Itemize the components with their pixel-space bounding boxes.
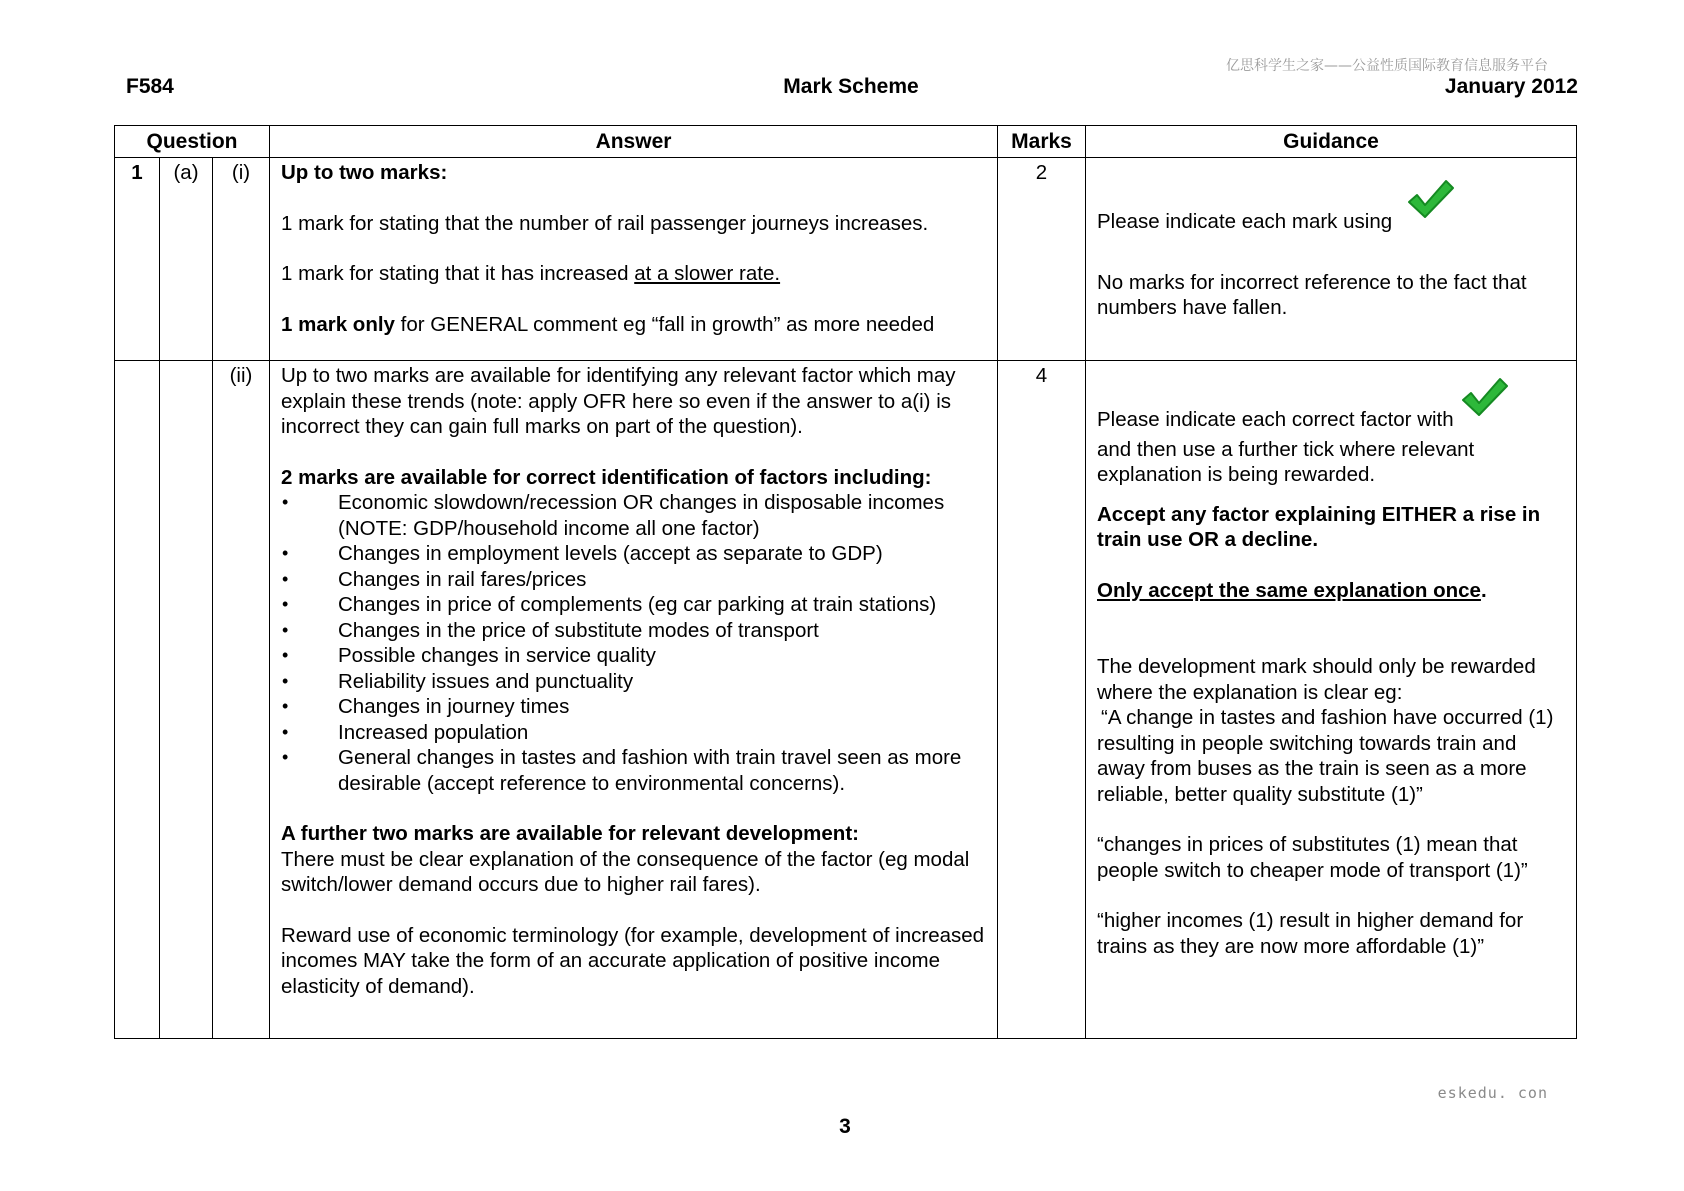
guidance-text: “higher incomes (1) result in higher demand for trains as they are now more affordable (1)” [1097,909,1524,958]
list-item: • Changes in rail fares/prices [281,567,987,593]
answer-text: Reward use of economic terminology (for example, development of increased incomes MAY take the form of an accurate application of positive income elasticity of demand). [281,923,985,998]
list-item: • Changes in journey times [281,694,987,720]
answer-text: Up to two marks are available for identifying any relevant factor which may explain these trends (note: apply OFR here so even if the answer to a(i) is incorrect they can gain full marks on part of the question). [281,364,956,438]
guidance-text: The development mark should only be rewarded where the explanation is clear eg: [1097,655,1536,704]
tick-icon [1406,178,1456,227]
guidance-text: Please indicate each mark using [1097,188,1566,237]
answer-text: 1 mark only for GENERAL comment eg “fall in growth” as more needed [281,312,935,336]
question-subpart: (i) [213,158,270,361]
tick-icon [1460,376,1510,425]
guidance-cell [1086,158,1577,361]
list-item: • Changes in price of complements (eg car parking at train stations) [281,592,987,618]
mark-scheme-table [114,125,1577,1039]
list-item: • Increased population [281,720,987,746]
table-header-row [115,126,1577,158]
table-row [115,158,1577,361]
question-part [160,361,213,1039]
guidance-text: Only accept the same explanation once. [1097,578,1487,602]
guidance-text: Please indicate each correct factor with and then use a further tick where relevant explanation is being rewarded. [1097,388,1566,488]
header-watermark: 亿思科学生之家——公益性质国际教育信息服务平台 [1226,58,1548,74]
list-item: • Possible changes in service quality [281,643,987,669]
answer-heading: Up to two marks: [281,161,448,184]
site-watermark: eskedu. con [1437,1084,1548,1102]
marks-value: 4 [998,361,1086,1039]
header-answer: Answer [270,126,998,158]
development-heading: A further two marks are available for relevant development: [281,822,859,845]
guidance-text: “changes in prices of substitutes (1) mean that people switch to cheaper mode of transport (1)” [1097,833,1528,882]
underlined-text: at a slower rate. [634,262,781,285]
list-item: • Economic slowdown/recession OR changes in disposable incomes (NOTE: GDP/household income all one factor) [281,490,987,541]
header-guidance: Guidance [1086,126,1577,158]
header-marks: Marks [998,126,1086,158]
guidance-text: “A change in tastes and fashion have occurred (1) resulting in people switching towards train and away from buses as the train is seen as a more reliable, better quality substitute (1)” [1097,706,1554,806]
list-item: • Changes in the price of substitute modes of transport [281,618,987,644]
factor-list [281,490,987,796]
exam-date: January 2012 [1444,75,1578,98]
guidance-cell [1086,361,1577,1039]
question-subpart: (ii) [213,361,270,1039]
question-number: 1 [115,158,160,361]
page-title: Mark Scheme [783,75,919,98]
page-number: 3 [839,1115,851,1138]
answer-text: There must be clear explanation of the consequence of the factor (eg modal switch/lower demand occurs due to higher rail fares). [281,847,970,896]
header-question: Question [115,126,270,158]
question-part: (a) [160,158,213,361]
list-item: • General changes in tastes and fashion with train travel seen as more desirable (accept reference to environmental concerns). [281,745,987,796]
answer-text: 1 mark for stating that the number of rail passenger journeys increases. [281,211,929,235]
list-item: • Reliability issues and punctuality [281,669,987,695]
guidance-text: Accept any factor explaining EITHER a rise in train use OR a decline. [1097,502,1541,551]
question-number [115,361,160,1039]
paper-code: F584 [126,75,174,98]
answer-cell [270,361,998,1039]
list-item: • Changes in employment levels (accept as separate to GDP) [281,541,987,567]
marks-value: 2 [998,158,1086,361]
table-row [115,361,1577,1039]
guidance-text: No marks for incorrect reference to the fact that numbers have fallen. [1097,270,1527,319]
factors-heading: 2 marks are available for correct identification of factors including: [281,465,932,489]
answer-text: 1 mark for stating that it has increased at a slower rate. [281,262,781,285]
answer-cell [270,158,998,361]
